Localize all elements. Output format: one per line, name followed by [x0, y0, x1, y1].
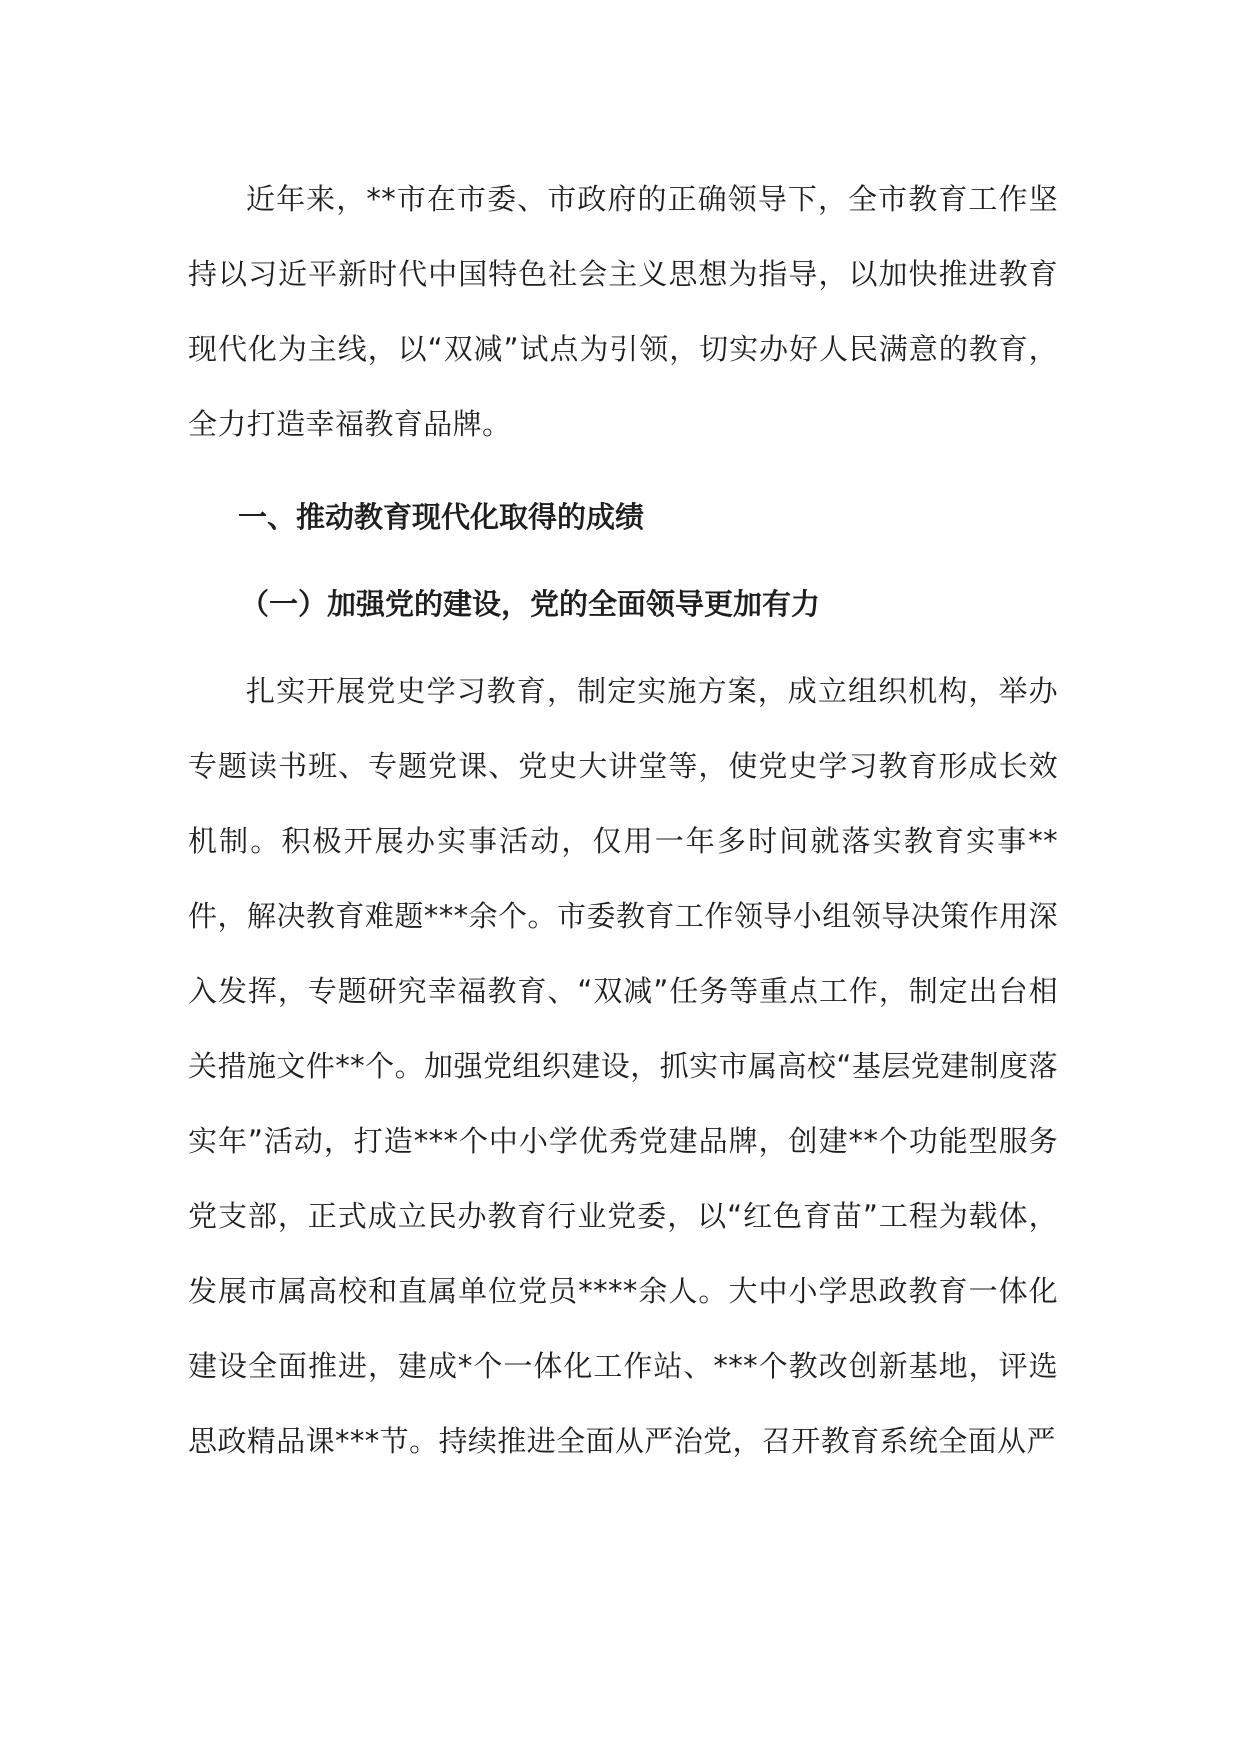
document-body [188, 162, 1058, 1479]
body-paragraph: 扎实开展党史学习教育，制定实施方案，成立组织机构，举办专题读书班、专题党课、党史大讲堂等，使党史学习教育形成长效机制。积极开展办实事活动，仅用一年多时间就落实教育实事**件，解决教育难题***余个。市委教育工作领导小组领导决策作用深入发挥，专题研究幸福教育、“双减”任务等重点工作，制定出台相关措施文件**个。加强党组织建设，抓实市属高校“基层党建制度落实年”活动，打造***个中小学优秀党建品牌，创建**个功能型服务党支部，正式成立民办教育行业党委，以“红色育苗”工程为载体，发展市属高校和直属单位党员****余人。大中小学思政教育一体化建设全面推进，建成*个一体化工作站、***个教改创新基地，评选思政精品课***节。持续推进全面从严治党，召开教育系统全面从严 [188, 674, 1058, 1458]
section-heading: 一、推动教育现代化取得的成绩 [238, 500, 645, 534]
spacer [188, 462, 1058, 472]
intro-paragraph: 近年来，**市在市委、市政府的正确领导下，全市教育工作坚持以习近平新时代中国特色社会主义思想为指导，以加快推进教育现代化为主线，以“双减”试点为引领，切实办好人民满意的教育，全力打造幸福教育品牌。 [188, 182, 1058, 441]
subsection-heading: （一）加强党的建设，党的全面领导更加有力 [240, 587, 821, 621]
